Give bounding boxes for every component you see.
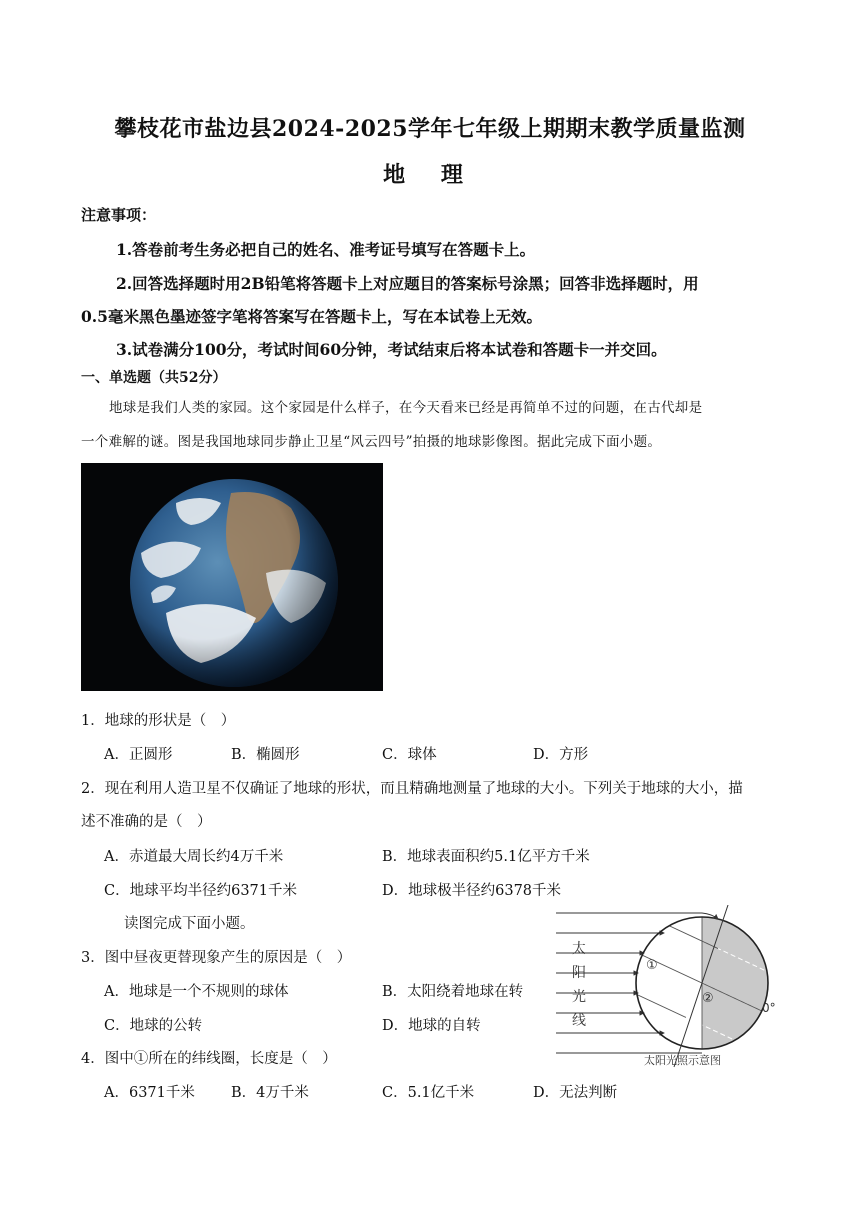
notice-item-1: 1.答卷前考生务必把自己的姓名、准考证号填写在答题卡上。 [116,240,536,259]
equator-degree: 0° [762,1001,776,1015]
sun-label-4: 线 [572,1013,586,1029]
question-4-stem: 4．图中①所在的纬线圈，长度是（ ） [81,1051,337,1067]
notice-item-2: 2.回答选择题时用2B铅笔将答题卡上对应题目的答案标号涂黑；回答非选择题时，用 [116,274,699,293]
sun-rays [556,913,702,1053]
question-1-stem: 1．地球的形状是（ ） [81,713,236,729]
read-instruction: 读图完成下面小题。 [124,916,255,932]
q3-option-b[interactable]: B．太阳绕着地球在转 [382,984,524,1000]
q2-option-a[interactable]: A．赤道最大周长约4万千米 [104,849,284,865]
intro-line-1: 地球是我们人类的家园。这个家园是什么样子，在今天看来已经是再简单不过的问题，在古代却是 [109,400,703,416]
sun-label-3: 光 [572,989,586,1005]
q3-option-d[interactable]: D．地球的自转 [382,1018,481,1034]
section-heading: 一、单选题（共52分） [81,370,227,386]
question-3-stem: 3．图中昼夜更替现象产生的原因是（ ） [81,950,352,966]
q2-option-d[interactable]: D．地球极半径约6378千米 [382,883,562,899]
question-2-stem-cont: 述不准确的是（ ） [81,814,212,830]
q4-option-b[interactable]: B．4万千米 [231,1085,309,1101]
earth-satellite-image [81,463,383,691]
q4-option-c[interactable]: C．5.1亿千米 [382,1085,475,1101]
intro-line-2: 一个难解的谜。图是我国地球同步静止卫星“风云四号”拍摄的地球影像图。据此完成下面小题。 [81,434,662,450]
sunlight-diagram [552,905,792,1070]
q2-option-b[interactable]: B．地球表面积约5.1亿平方千米 [382,849,590,865]
notice-heading: 注意事项： [81,206,157,224]
notice-item-3: 3.试卷满分100分，考试时间60分钟，考试结束后将本试卷和答题卡一并交回。 [116,340,667,359]
marker-1: ① [646,958,658,973]
question-2-stem: 2．现在利用人造卫星不仅确证了地球的形状，而且精确地测量了地球的大小。下列关于地球的大小，描 [81,781,743,797]
q1-option-a[interactable]: A．正圆形 [104,747,173,763]
q4-option-a[interactable]: A．6371千米 [104,1085,195,1101]
diagram-caption: 太阳光照示意图 [644,1054,721,1067]
marker-2: ② [702,991,714,1006]
notice-item-2-cont: 0.5毫米黑色墨迹签字笔将答案写在答题卡上，写在本试卷上无效。 [81,307,542,326]
q1-option-c[interactable]: C．球体 [382,747,437,763]
exam-title: 攀枝花市盐边县2024-2025学年七年级上期期末教学质量监测 [114,116,746,142]
sun-label-1: 太 [572,941,586,957]
q3-option-c[interactable]: C．地球的公转 [104,1018,203,1034]
q3-option-a[interactable]: A．地球是一个不规则的球体 [104,984,289,1000]
sun-label-2: 阳 [572,965,586,981]
exam-subject: 地 理 [383,162,477,188]
q1-option-d[interactable]: D．方形 [533,747,589,763]
q2-option-c[interactable]: C．地球平均半径约6371千米 [104,883,297,899]
q1-option-b[interactable]: B．椭圆形 [231,747,300,763]
q4-option-d[interactable]: D．无法判断 [533,1085,618,1101]
